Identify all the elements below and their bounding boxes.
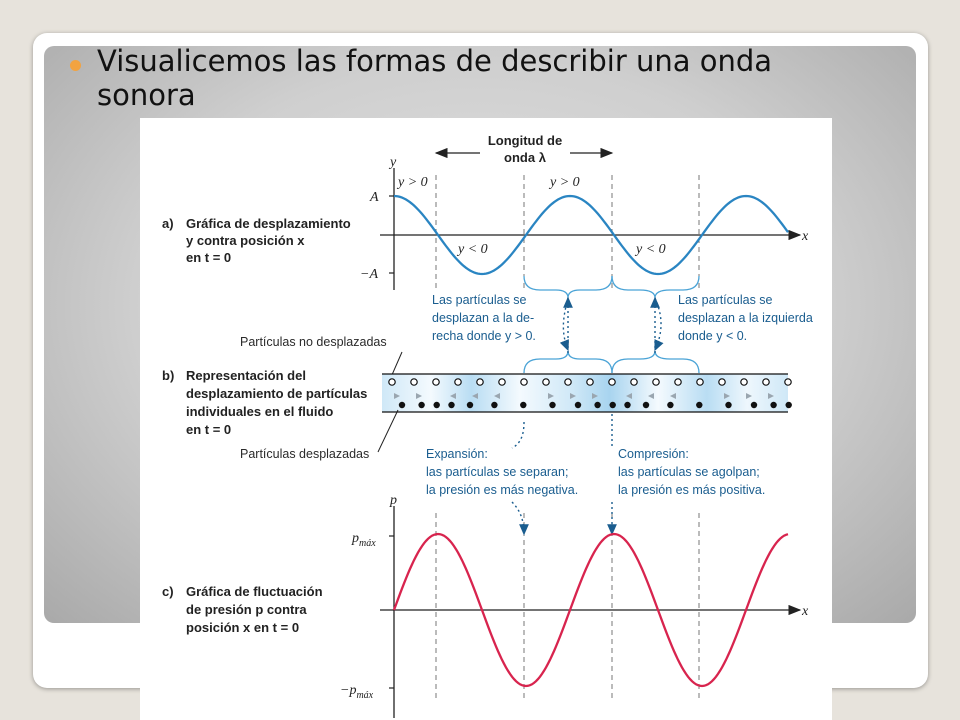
- note-left-line1: Las partículas se: [678, 293, 773, 307]
- displaced-particle: [786, 402, 792, 408]
- brace-right-displacement: [524, 276, 612, 298]
- displaced-particle: [667, 402, 673, 408]
- note-right-line1: Las partículas se: [432, 293, 527, 307]
- displaced-leader-line: [378, 410, 398, 452]
- panel-c-pmax-pos: $p_{máx}$: [352, 531, 376, 549]
- undisplaced-particle: [609, 379, 615, 385]
- panel-a-amplitude-neg: −A: [360, 267, 378, 282]
- undisplaced-particle: [543, 379, 549, 385]
- slide-bullet-text: Visualicemos las formas de describir una onda sonora: [97, 44, 773, 112]
- panel-c-letter: c): [162, 584, 174, 599]
- panel-a-y-axis-label: y: [390, 155, 397, 170]
- panel-c-title-line2: de presión p contra: [186, 602, 307, 617]
- undisplaced-particle: [631, 379, 637, 385]
- undisplaced-particle: [521, 379, 527, 385]
- compression-line3: la presión es más positiva.: [618, 483, 766, 497]
- panel-a-letter: a): [162, 216, 174, 231]
- displaced-particle: [448, 402, 454, 408]
- displaced-particle: [751, 402, 757, 408]
- displaced-particle: [770, 402, 776, 408]
- expansion-line2: las partículas se separan;: [426, 465, 569, 479]
- displaced-particle: [520, 402, 526, 408]
- panel-a-title-line2: y contra posición x: [186, 233, 305, 248]
- panel-b-title-line4: en t = 0: [186, 422, 232, 437]
- dotted-line-expansion: [512, 422, 524, 448]
- displaced-particle: [549, 402, 555, 408]
- compression-line1: Compresión:: [618, 447, 689, 461]
- sound-wave-figure: [140, 118, 832, 720]
- panel-c-pmax-neg: $-p_{máx}$: [340, 683, 374, 701]
- undisplaced-particle: [675, 379, 681, 385]
- undisplaced-particle: [455, 379, 461, 385]
- undisplaced-particle: [433, 379, 439, 385]
- panel-b-letter: b): [162, 368, 175, 383]
- undisplaced-particle: [587, 379, 593, 385]
- panel-c-x-axis-label: x: [802, 604, 809, 619]
- panel-a-title-line1: Gráfica de desplazamiento: [186, 216, 351, 231]
- displaced-particle: [624, 402, 630, 408]
- displaced-particle: [643, 402, 649, 408]
- displaced-particle: [467, 402, 473, 408]
- compression-line2: las partículas se agolpan;: [618, 465, 760, 479]
- displaced-particle: [725, 402, 731, 408]
- undisplaced-particle: [785, 379, 791, 385]
- panel-a-amplitude-pos: A: [370, 190, 379, 205]
- panel-b-title-line2: desplazamiento de partículas: [186, 386, 368, 401]
- brace-b-right: [524, 351, 612, 373]
- label-y-negative-1: y < 0: [458, 242, 488, 257]
- undisplaced-particles-label: Partículas no desplazadas: [240, 335, 387, 349]
- undisplaced-particle: [565, 379, 571, 385]
- panel-a-title-line3: en t = 0: [186, 250, 232, 265]
- label-y-negative-2: y < 0: [636, 242, 666, 257]
- panel-b-title-line3: individuales en el fluido: [186, 404, 334, 419]
- undisplaced-particle: [653, 379, 659, 385]
- dotted-arrow-left: [655, 298, 661, 350]
- displaced-particle: [610, 402, 616, 408]
- displaced-particle: [491, 402, 497, 408]
- undisplaced-particle: [741, 379, 747, 385]
- displaced-particle: [418, 402, 424, 408]
- bullet-dot-icon: [70, 60, 81, 71]
- undisplaced-particle: [499, 379, 505, 385]
- displaced-particle: [434, 402, 440, 408]
- displaced-particle: [399, 402, 405, 408]
- panel-c-title-line3: posición x en t = 0: [186, 620, 300, 635]
- panel-c-y-axis-label: p: [390, 493, 397, 508]
- undisplaced-particle: [763, 379, 769, 385]
- expansion-line1: Expansión:: [426, 447, 488, 461]
- label-y-positive-1: y > 0: [398, 175, 428, 190]
- dotted-arrow-expansion: [512, 502, 524, 534]
- undisplaced-particle: [411, 379, 417, 385]
- undisplaced-particle: [477, 379, 483, 385]
- label-y-positive-2: y > 0: [550, 175, 580, 190]
- note-right-line3: recha donde y > 0.: [432, 329, 536, 343]
- note-left-line3: donde y < 0.: [678, 329, 748, 343]
- note-right-line2: desplazan a la de-: [432, 311, 535, 325]
- undisplaced-particle: [697, 379, 703, 385]
- displaced-particles-label: Partículas desplazadas: [240, 447, 370, 461]
- undisplaced-particle: [389, 379, 395, 385]
- panel-a-x-axis-label: x: [802, 229, 809, 244]
- displaced-particle: [696, 402, 702, 408]
- panel-b-title-line1: Representación del: [186, 368, 306, 383]
- note-left-line2: desplazan a la izquierda: [678, 311, 813, 325]
- expansion-line3: la presión es más negativa.: [426, 483, 579, 497]
- displaced-particle: [594, 402, 600, 408]
- wavelength-label-line1: Longitud de: [487, 133, 563, 148]
- brace-b-left: [612, 351, 699, 373]
- wavelength-label-line2: onda λ: [504, 150, 546, 165]
- panel-c-title-line1: Gráfica de fluctuación: [186, 584, 323, 599]
- displaced-particle: [575, 402, 581, 408]
- undisplaced-particle: [719, 379, 725, 385]
- sound-wave-diagram: [140, 118, 832, 720]
